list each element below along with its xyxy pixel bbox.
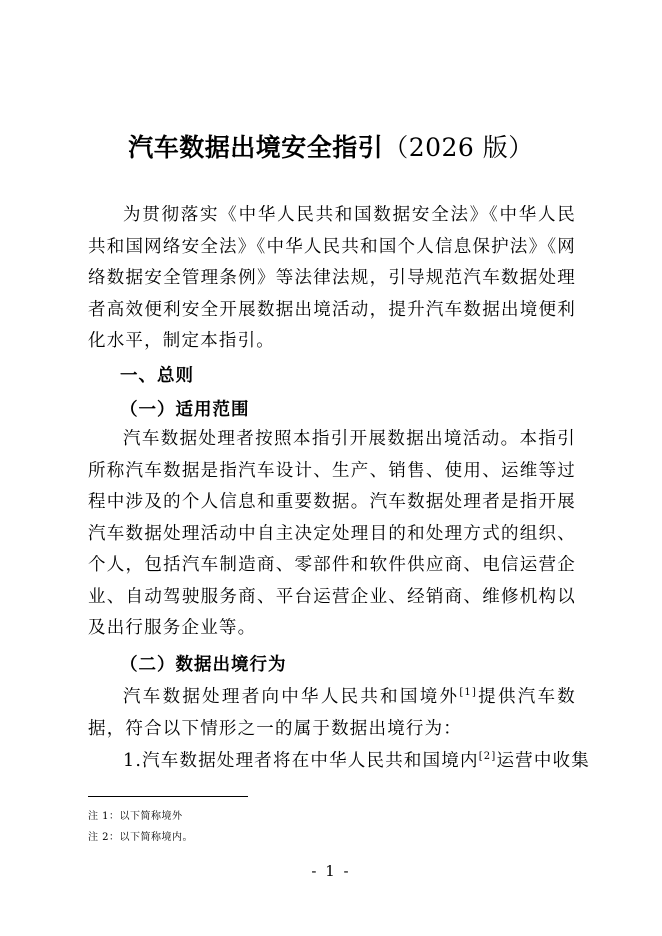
sub2-text-before: 汽车数据处理者向中华人民共和国境外 <box>123 687 460 707</box>
subsection-2-paragraph <box>88 682 576 745</box>
item1-text-after: 运营中收集 <box>496 751 590 771</box>
sub2-text-after: 提供汽车数据，符合以下情形之一的属于数据出境行为： <box>88 687 576 739</box>
footnote-1: 注 1：以下简称境外 <box>88 811 183 822</box>
section-1-heading: 一、总则 <box>120 366 194 386</box>
intro-paragraph: 为贯彻落实《中华人民共和国数据安全法》《中华人民共和国网络安全法》《中华人民共和国个人信息保护法》《网络数据安全管理条例》等法律法规，引导规范汽车数据处理者高效便利安全开展数据出境活动，提升汽车数据出境便利化水平，制定本指引。 <box>88 205 576 351</box>
page-number: - 1 - <box>311 862 351 880</box>
footnote-2: 注 2：以下简称境内。 <box>88 832 194 843</box>
subsection-2-heading: （二）数据出境行为 <box>120 655 287 675</box>
subsection-1-heading: （一）适用范围 <box>120 400 250 420</box>
footnote-separator <box>88 796 248 797</box>
footnote-ref-2: [2] <box>478 751 497 763</box>
subsection-1-paragraph: 汽车数据处理者按照本指引开展数据出境活动。本指引所称汽车数据是指汽车设计、生产、销售、使用、运维等过程中涉及的个人信息和重要数据。汽车数据处理者是指开展汽车数据处理活动中自主决定处理目的和处理方式的组织、个人，包括汽车制造商、零部件和软件供应商、电信运营企业、自动驾驶服务商、平台运营企业、经销商、维修机构以及出行服务企业等。 <box>88 429 576 638</box>
title-edition: （2026 版） <box>383 133 534 162</box>
item1-text-before: 1.汽车数据处理者将在中华人民共和国境内 <box>123 751 479 771</box>
document-title <box>0 128 662 164</box>
title-main: 汽车数据出境安全指引 <box>128 133 384 162</box>
footnote-ref-1: [1] <box>459 687 478 699</box>
item-1-paragraph <box>88 746 590 778</box>
